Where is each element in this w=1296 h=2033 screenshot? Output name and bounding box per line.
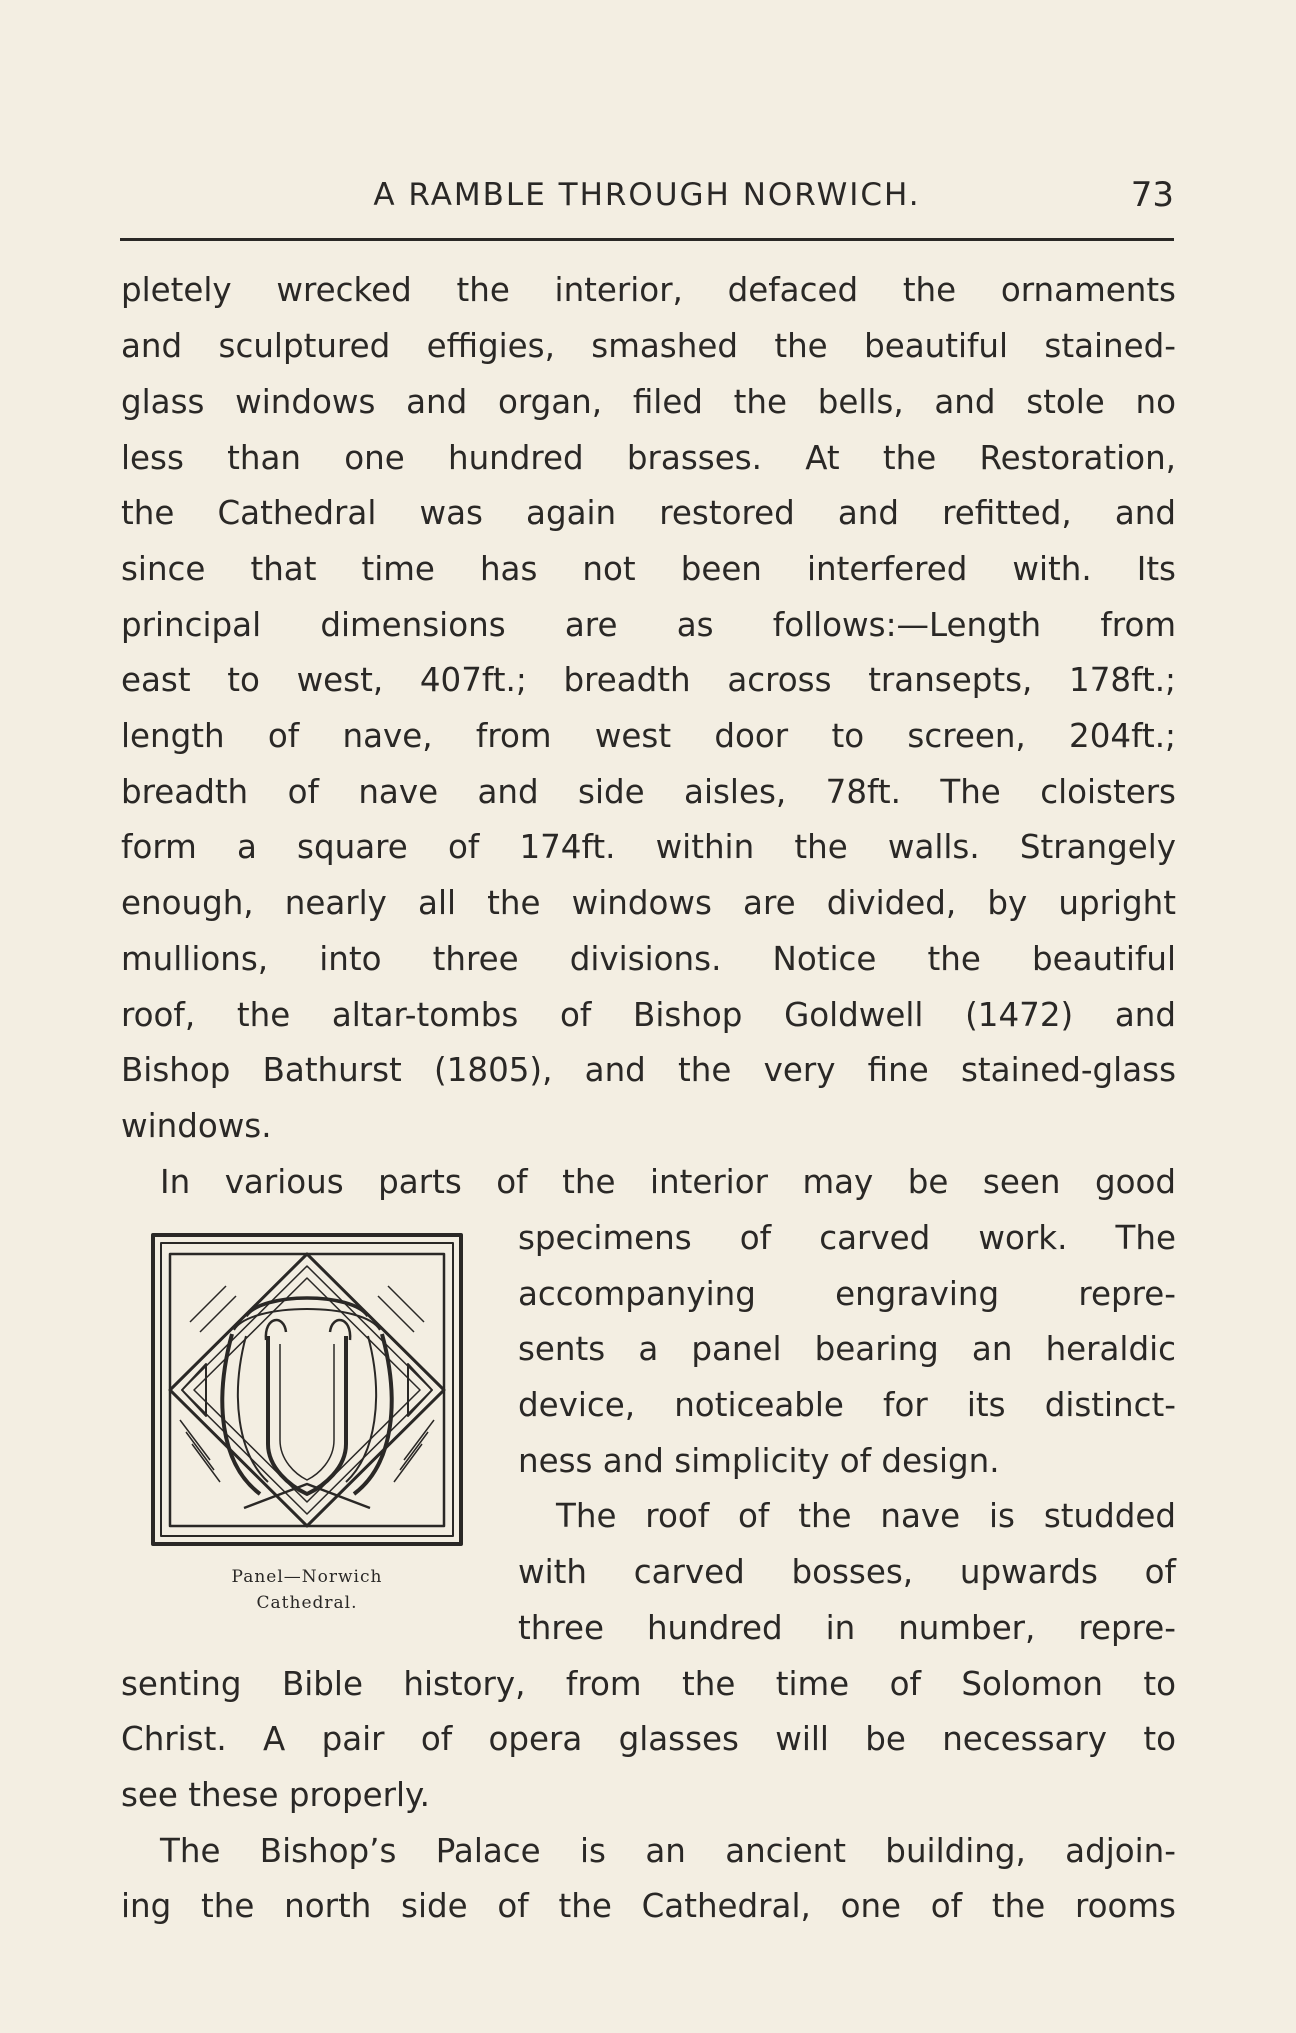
text-line: three hundred in number, repre-	[518, 1609, 1176, 1647]
text-line: see these properly.	[121, 1776, 430, 1814]
running-title: A RAMBLE THROUGH NORWICH.	[373, 177, 921, 213]
paragraph-first-line: The Bishop’s Palace is an ancient building, adjoin-	[160, 1832, 1176, 1870]
text-line: enough, nearly all the windows are divided, by upright	[121, 884, 1176, 922]
text-line: since that time has not been interfered with. Its	[121, 550, 1176, 588]
figure-caption-line2: Cathedral.	[256, 1593, 358, 1613]
text-line: The roof of the nave is studded	[556, 1497, 1176, 1535]
text-line: Bishop Bathurst (1805), and the very fine stained-glass	[121, 1051, 1176, 1089]
text-line: senting Bible history, from the time of Solomon to	[121, 1665, 1176, 1703]
text-line: ness and simplicity of design.	[518, 1442, 1000, 1480]
text-line: length of nave, from west door to screen, 204ft.;	[121, 717, 1176, 755]
text-line: specimens of carved work. The	[518, 1219, 1176, 1257]
text-line-last: windows.	[121, 1107, 272, 1145]
page-number: 73	[1130, 175, 1174, 215]
text-line: principal dimensions are as follows:—Length from	[121, 606, 1176, 644]
header-rule	[120, 238, 1174, 241]
text-line: pletely wrecked the interior, defaced the ornaments	[121, 271, 1176, 309]
text-line: mullions, into three divisions. Notice the beautiful	[121, 940, 1176, 978]
text-line: with carved bosses, upwards of	[518, 1553, 1176, 1591]
text-line: accompanying engraving repre-	[518, 1275, 1176, 1313]
text-line: breadth of nave and side aisles, 78ft. The cloisters	[121, 773, 1176, 811]
paragraph-first-line: In various parts of the interior may be seen good	[160, 1163, 1176, 1201]
text-line: and sculptured effigies, smashed the beautiful stained-	[121, 327, 1176, 365]
text-line: sents a panel bearing an heraldic	[518, 1330, 1176, 1368]
text-line: ing the north side of the Cathedral, one of the rooms	[121, 1887, 1176, 1925]
text-line: the Cathedral was again restored and refitted, and	[121, 494, 1176, 532]
text-line: device, noticeable for its distinct-	[518, 1386, 1176, 1424]
panel-engraving	[150, 1232, 464, 1547]
text-line: form a square of 174ft. within the walls. Strangely	[121, 828, 1176, 866]
text-line: Christ. A pair of opera glasses will be necessary to	[121, 1720, 1176, 1758]
text-line: roof, the altar-tombs of Bishop Goldwell (1472) and	[121, 996, 1176, 1034]
running-head	[120, 170, 1174, 220]
text-line: east to west, 407ft.; breadth across transepts, 178ft.;	[121, 661, 1176, 699]
text-line: glass windows and organ, filed the bells, and stole no	[121, 383, 1176, 421]
text-line: less than one hundred brasses. At the Restoration,	[121, 439, 1176, 477]
figure-caption-line1: Panel—Norwich	[231, 1567, 383, 1587]
